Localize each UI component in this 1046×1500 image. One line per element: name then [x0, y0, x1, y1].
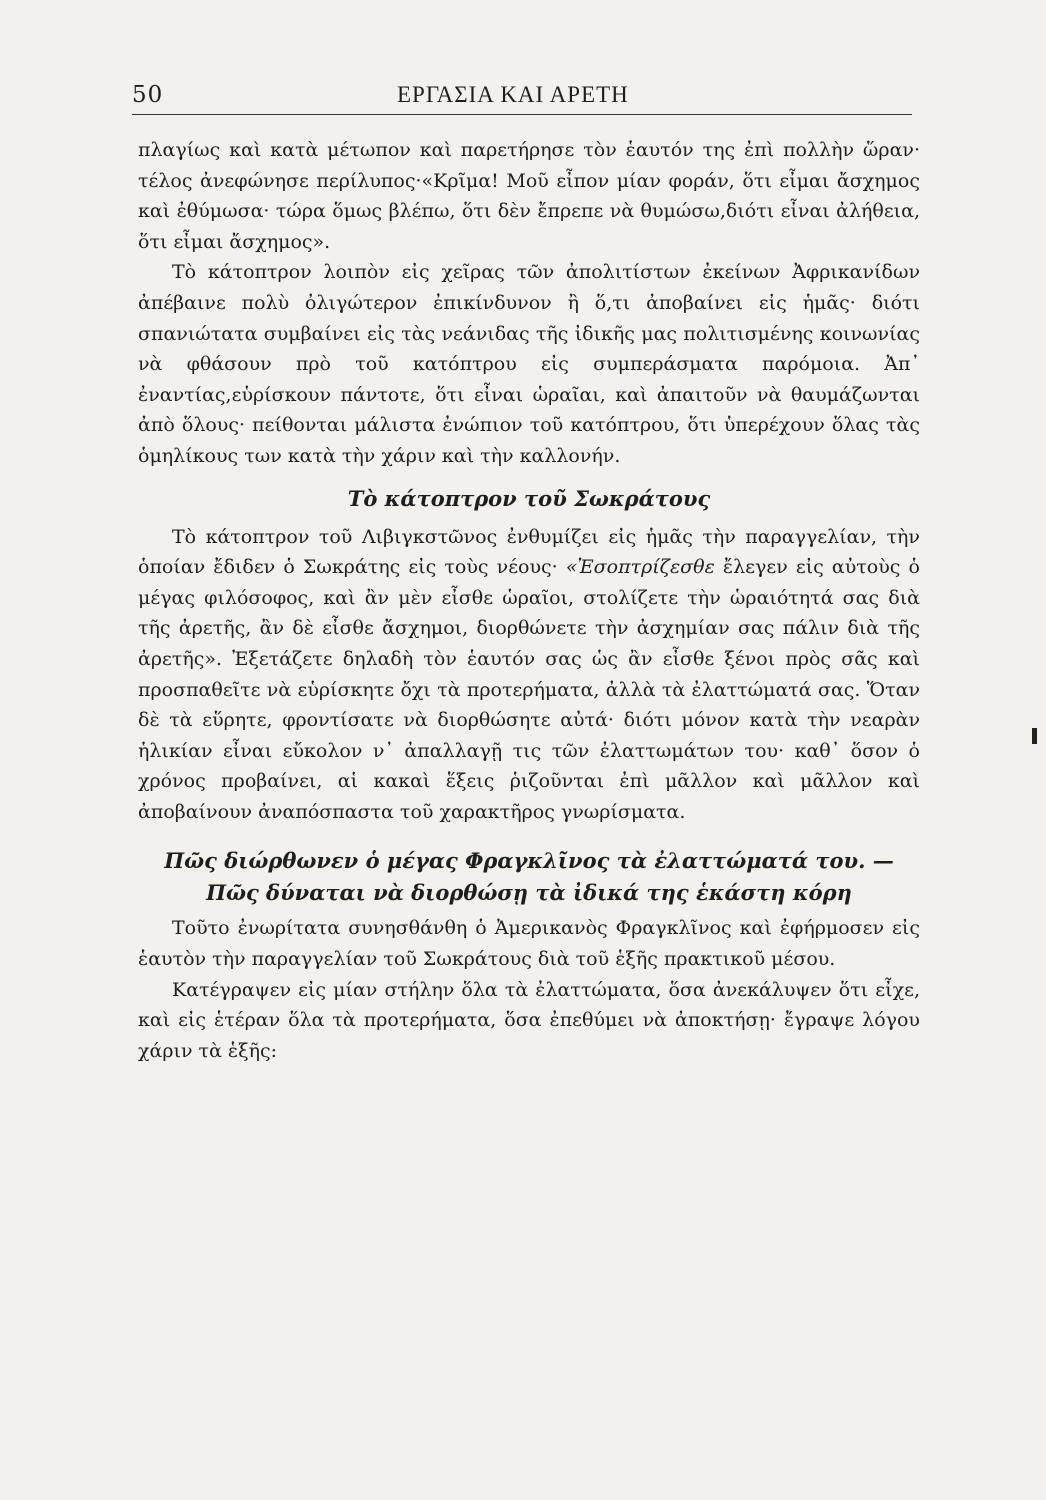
paragraph-3-quote: «Ἐσοπτρίζεσθε: [565, 556, 715, 579]
running-title: ΕΡΓΑΣΙΑ ΚΑΙ ΑΡΕΤΗ: [397, 82, 629, 107]
section-heading-socrates-mirror: Τὸ κάτοπτρον τοῦ Σωκράτους: [347, 485, 711, 511]
page-header: [132, 80, 912, 115]
paragraph-1: πλαγίως καὶ κατὰ μέτωπον καὶ παρετήρησε τὸν ἑαυτόν της ἐπὶ πολλὴν ὥραν· τέλος ἀνεφώνησε περίλυπος·«Κρῖμα! Μοῦ εἶπον μίαν φοράν, ὅτι εἶμαι ἄσχημος καὶ ἐθύμωσα· τώρα ὅμως βλέπω, ὅτι δὲν ἔπρεπε νὰ θυμώσω,διότι εἶναι ἀλήθεια, ὅτι εἶμαι ἄσχημος».: [138, 139, 920, 253]
paragraph-5: Κατέγραψεν εἰς μίαν στήλην ὅλα τὰ ἐλαττώματα, ὅσα ἀνεκάλυψεν ὅτι εἶχε, καὶ εἰς ἑτέραν ὅλα τὰ προτερήματα, ὅσα ἐπεθύμει νὰ ἀποκτήσῃ· ἔγραψε λόγου χάριν τὰ ἑξῆς:: [138, 978, 920, 1062]
page-number: 50: [132, 82, 164, 108]
paragraph-2: Τὸ κάτοπτρον λοιπὸν εἰς χεῖρας τῶν ἀπολιτίστων ἐκείνων Ἀφρικανίδων ἀπέβαινε πολὺ ὀλιγώτερον ἐπικίνδυνον ἢ ὅ,τι ἀποβαίνει εἰς ἡμᾶς· διότι σπανιώτατα συμβαίνει εἰς τὰς νεάνιδας τῆς ἰδικῆς μας πολιτισμένης κοινωνίας νὰ φθάσουν πρὸ τοῦ κατόπτρου εἰς συμπεράσματα παρόμοια. Ἀπ᾽ ἐναντίας,εὑρίσκουν πάντοτε, ὅτι εἶναι ὡραῖαι, καὶ ἀπαιτοῦν νὰ θαυμάζωνται ἀπὸ ὅλους· πείθονται μάλιστα ἐνώπιον τοῦ κατόπτρου, ὅτι ὑπερέχουν ὅλας τὰς ὁμηλίκους των κατὰ τὴν χάριν καὶ τὴν καλλονήν.: [138, 261, 920, 467]
paragraph-3-start: Τὸ κάτοπτρον τοῦ Λιβιγκστῶνος ἐνθυμίζει εἰς ἡμᾶς τὴν παραγγελίαν, τὴν ὁποίαν ἔδιδεν ὁ Σωκράτης εἰς τοὺς νέους·: [138, 525, 920, 579]
body-text: [138, 135, 920, 1066]
section-heading-franklin: Πῶς διώρθωνεν ὁ μέγας Φραγκλῖνος τὰ ἐλαττώματά του. — Πῶς δύναται νὰ διορθώσῃ τὰ ἰδικά της ἑκάστη κόρη: [164, 848, 894, 906]
margin-mark: [1032, 728, 1037, 744]
paragraph-3: [138, 522, 920, 828]
paragraph-4: Τοῦτο ἐνωρίτατα συνησθάνθη ὁ Ἀμερικανὸς Φραγκλῖνος καὶ ἐφήρμοσεν εἰς ἑαυτὸν τὴν παραγγελίαν τοῦ Σωκράτους διὰ τοῦ ἑξῆς πρακτικοῦ μέσου.: [138, 917, 920, 971]
paragraph-3-end: ἔλεγεν εἰς αὐτοὺς ὁ μέγας φιλόσοφος, καὶ ἂν μὲν εἶσθε ὡραῖοι, στολίζετε τὴν ὡραιότητά σας διὰ τῆς ἀρετῆς, ἂν δὲ εἶσθε ἄσχημοι, διορθώνετε τὴν ἀσχημίαν σας πάλιν διὰ τῆς ἀρετῆς». Ἐξετάζετε δηλαδὴ τὸν ἑαυτόν σας ὡς ἂν εἶσθε ξένοι πρὸς σᾶς καὶ προσπαθεῖτε νὰ εὑρίσκητε ὄχι τὰ προτερήματα, ἀλλὰ τὰ ἐλαττώματά σας. Ὅταν δὲ τὰ εὕρητε, φροντίσατε νὰ διορθώσητε αὐτά· διότι μόνον κατὰ τὴν νεαρὰν ἡλικίαν εἶναι εὔκολον ν᾽ ἀπαλλαγῇ τις τῶν ἐλαττωμάτων του· καθ᾽ ὅσον ὁ χρόνος προβαίνει, αἱ κακαὶ ἕξεις ῥιζοῦνται ἐπὶ μᾶλλον καὶ μᾶλλον καὶ ἀποβαίνουν ἀναπόσπαστα τοῦ χαρακτῆρος γνωρίσματα.: [138, 556, 920, 823]
